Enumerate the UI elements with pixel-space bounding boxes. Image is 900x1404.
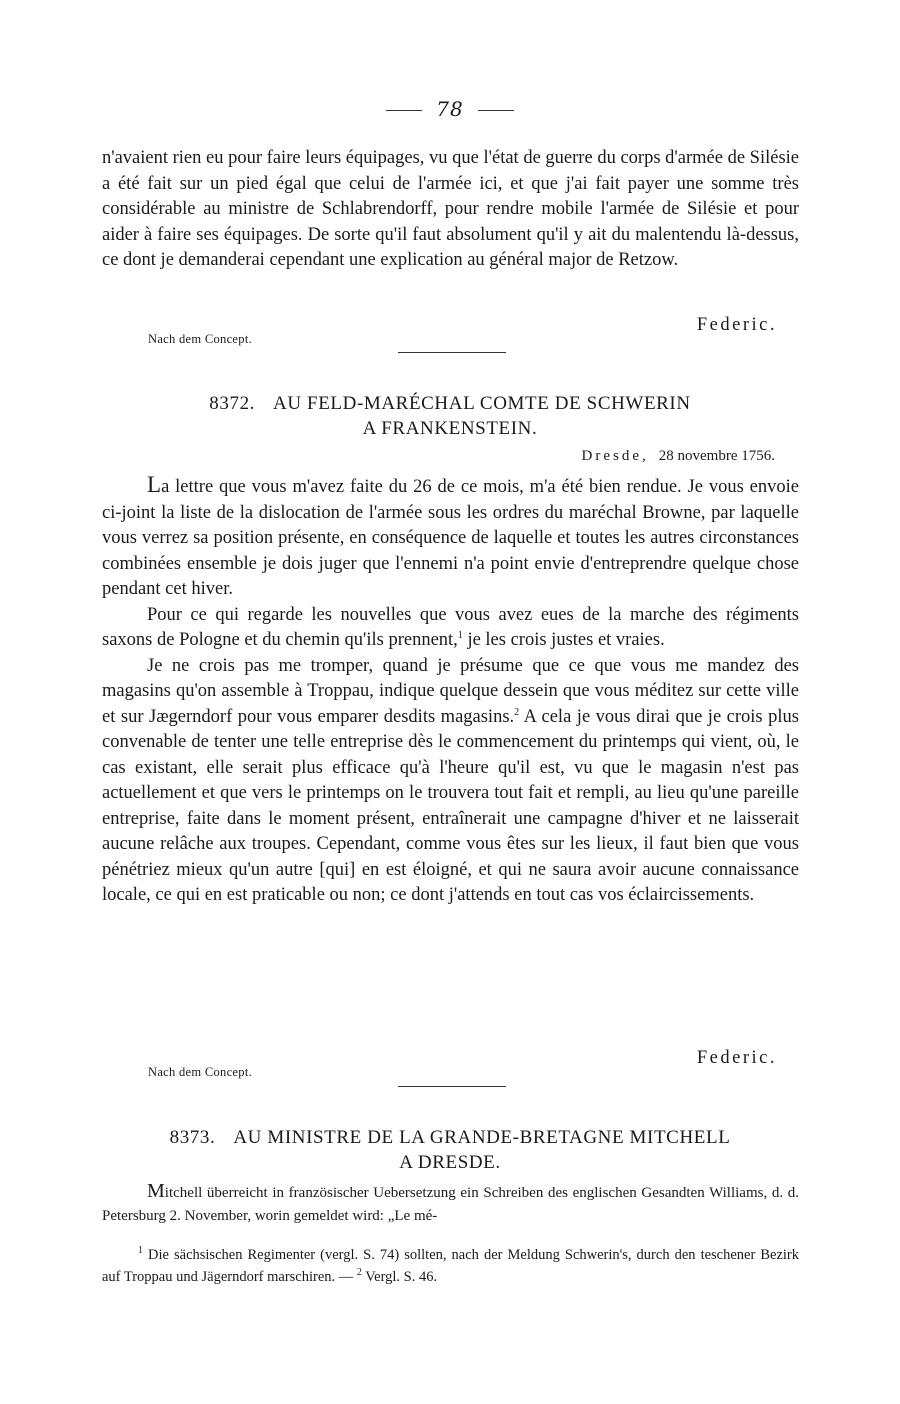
letter-8372-paragraph-2-text: Pour ce qui regarde les nouvelles que vous avez eues de la marche des régiments saxons de Pologne et du chemin qu'ils prennent, bbox=[102, 604, 799, 650]
letter-8373-recipient: AU MINISTRE DE LA GRANDE-BRETAGNE MITCHELL bbox=[233, 1127, 731, 1148]
letter-8372-initial: L bbox=[147, 472, 162, 497]
letter-8372-paragraph-1-text: a lettre que vous m'avez faite du 26 de ce mois, m'a été bien rendue. Je vous envoie ci-joint la liste de la dislocation de l'armée sous les ordres du maréchal Browne, par laquelle vous verrez sa position présente, en conséquence de laquelle et toutes les autres circonstances combinées ensemble je dois juger que l'ennemi n'a point envie d'entreprendre quelque chose pendant cet hiver. bbox=[102, 477, 799, 599]
letter-8372-number: 8372. bbox=[209, 393, 256, 414]
letter-8373-heading-line1 bbox=[100, 1125, 800, 1150]
letter-8372-place: Dresde, bbox=[581, 448, 649, 464]
letter-8372-heading-line2: A FRANKENSTEIN. bbox=[362, 418, 538, 439]
footnote-ref-1[interactable]: 1 bbox=[457, 629, 463, 641]
page-number bbox=[0, 97, 900, 121]
page-number-dash-left bbox=[386, 110, 422, 111]
letter-8372-signature: Federic. bbox=[696, 1048, 777, 1068]
footnote-paragraph bbox=[102, 1244, 799, 1288]
letter-8372-paragraph-3-text-end: A cela je vous dirai que je crois plus convenable de tenter une telle entreprise dès le commencement du printemps qui vient, où, le cas existant, elle serait plus efficace qu'à l'heure qu'il est, vu que le magasin n'est pas actuellement et que vers le printemps on le trouvera tout fait et rempli, au lieu qu'une pareille entreprise, faite dans le moment présent, entraînerait une campagne d'hiver et ne laisserait aucune relâche aux troupes. Cependant, comme vous êtes sur les lieux, il faut bien que vous pénétriez mieux qu'un autre [qui] en est éloigné, et qui ne saura avoir aucune connaissance locale, ce qui en est praticable ou non; ce dont j'attends en tout cas vos éclaircissements. bbox=[102, 706, 799, 905]
letter-8372-recipient: AU FELD-MARÉCHAL COMTE DE SCHWERIN bbox=[273, 393, 691, 414]
letter-8372-heading bbox=[100, 391, 800, 441]
continuation-paragraph: n'avaient rien eu pour faire leurs équipages, vu que l'état de guerre du corps d'armée de Silésie a été fait sur un pied égal que celui de l'armée ici, et que j'ai fait payer une somme très considérable au ministre de Schlabrendorff, pour rendre mobile l'armée de Silésie et pour aider à faire ses équipages. De sorte qu'il faut absolument qu'il y ait du malentendu là-dessus, ce dont je demanderai cependant une explication au général major de Retzow. bbox=[102, 148, 799, 270]
letter-8373-initial: M bbox=[147, 1180, 165, 1202]
section-divider-2 bbox=[398, 1086, 506, 1087]
footnote-2-mark: 2 bbox=[356, 1267, 362, 1279]
letter-8373-summary-text: itchell überreicht in französischer Uebersetzung ein Schreiben des englischen Gesandten Williams, d. d. Petersburg 2. November, worin gemeldet wird: „Le mé- bbox=[102, 1185, 799, 1224]
letter-8372-paragraph-2-text-end: je les crois justes et vraies. bbox=[462, 630, 665, 650]
section-divider bbox=[398, 352, 506, 353]
footnotes bbox=[102, 1244, 799, 1288]
letter-8372-heading-line1 bbox=[100, 391, 800, 416]
letter-8372-paragraph-3-text: Je ne crois pas me tromper, quand je présume que ce que vous me mandez des magasins qu'on assemble à Troppau, indique quelque dessein que vous méditez sur cette ville et sur Jægerndorf pour vous emparer desdits magasins. bbox=[102, 655, 799, 727]
page-number-dash-right bbox=[478, 110, 514, 111]
letter-8373-heading bbox=[100, 1125, 800, 1175]
continuation-source-note: Nach dem Concept. bbox=[148, 332, 253, 346]
letter-8372-paragraph-3 bbox=[102, 654, 799, 909]
letter-8373-heading-line2: A DRESDE. bbox=[399, 1152, 501, 1173]
footnote-2-text: Vergl. S. 46. bbox=[361, 1269, 438, 1285]
letter-8372-paragraph-1 bbox=[102, 472, 799, 603]
letter-8373-number: 8373. bbox=[169, 1127, 216, 1148]
footnote-1-mark: 1 bbox=[138, 1245, 143, 1257]
continuation-signature: Federic. bbox=[696, 315, 777, 335]
footnote-ref-2[interactable]: 2 bbox=[514, 706, 520, 718]
letter-8372-paragraph-2 bbox=[102, 603, 799, 654]
letter-8373-summary bbox=[102, 1180, 799, 1228]
letter-8373-summary-paragraph bbox=[102, 1180, 799, 1228]
footnote-1-text: Die sächsischen Regimenter (vergl. S. 74) sollten, nach der Meldung Schwerin's, durch den teschener Bezirk auf Troppau und Jägerndorf marschiren. — bbox=[102, 1247, 799, 1285]
page-number-text: 78 bbox=[436, 97, 464, 121]
continuation-block bbox=[102, 146, 799, 274]
letter-8372-source-note: Nach dem Concept. bbox=[148, 1065, 253, 1079]
letter-8372-body bbox=[102, 472, 799, 909]
letter-8372-date: 28 novembre 1756. bbox=[658, 448, 775, 464]
letter-8372-dateline bbox=[582, 448, 775, 465]
